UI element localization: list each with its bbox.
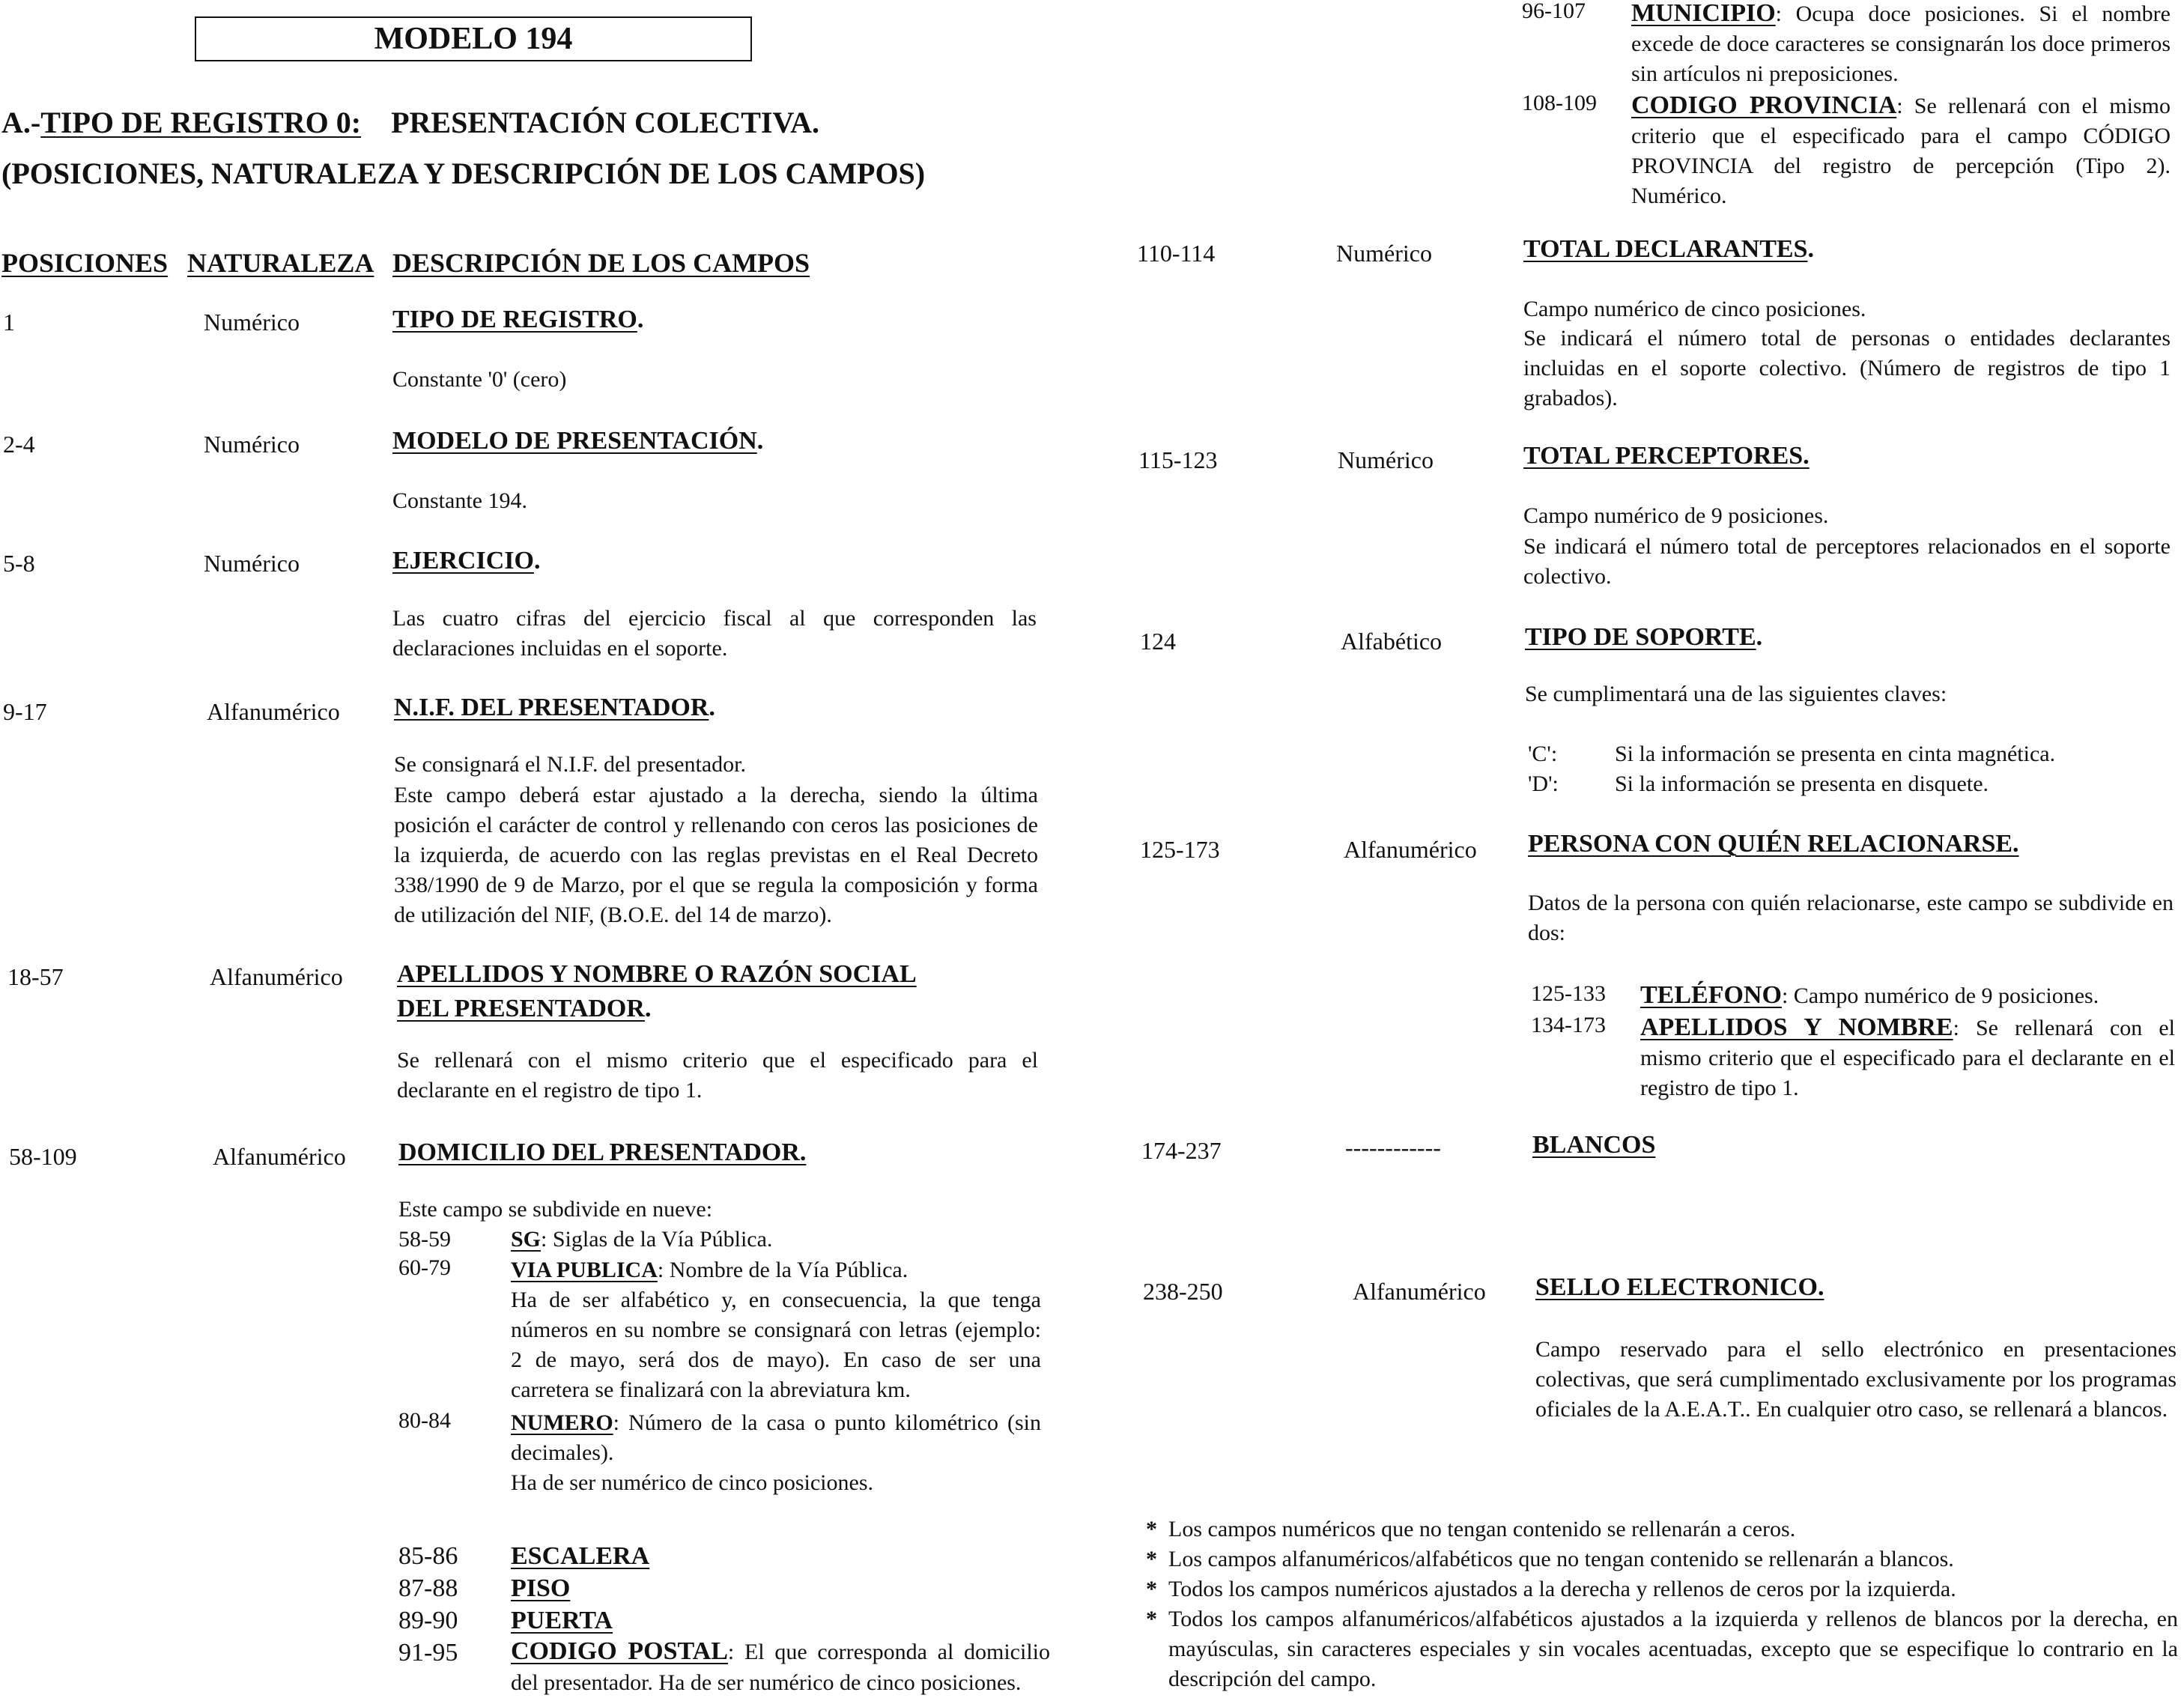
subfield-name: PISO (511, 1574, 571, 1602)
heading-type-desc: PRESENTACIÓN COLECTIVA. (391, 106, 820, 139)
field-position: 9-17 (3, 698, 47, 725)
field-position: 238-250 (1143, 1278, 1223, 1305)
subfield-name: PUERTA (511, 1607, 613, 1634)
subfield-position: 60-79 (398, 1255, 451, 1280)
field-description: Constante 194. (392, 488, 527, 513)
subfield-position: 91-95 (398, 1639, 458, 1667)
field-description: Este campo deberá estar ajustado a la derecha, siendo la última posición el carácter de control y rellenando con ceros las posiciones de la izquierda, de acuerdo con las reglas previstas en el Real Decreto 338/1990 de 9 de Marzo, por el que se regula la composición y forma de utilización del NIF, (B.O.E. del 14 de marzo). (394, 783, 1038, 927)
field-description: Campo numérico de 9 posiciones. (1523, 503, 1829, 528)
subfield-position: 108-109 (1522, 91, 1597, 115)
subfield-name: NUMERO (511, 1410, 613, 1435)
field-name: TIPO DE REGISTRO (392, 306, 637, 333)
field-position: 174-237 (1141, 1137, 1222, 1164)
subfield-position: 85-86 (398, 1542, 458, 1570)
note-item: Los campos numéricos que no tengan contenido se rellenarán a ceros. (1168, 1517, 1796, 1541)
note-item: Los campos alfanuméricos/alfabéticos que no tengan contenido se rellenarán a blancos. (1168, 1547, 1954, 1571)
field-description: Se cumplimentará una de las siguientes claves: (1525, 682, 1947, 706)
field-nature: Numérico (204, 550, 300, 577)
field-position: 110-114 (1137, 240, 1216, 267)
key-description: Si la información se presenta en disquete. (1615, 771, 1989, 796)
field-name: PERSONA CON QUIÉN RELACIONARSE. (1528, 830, 2019, 858)
field-name: TOTAL PERCEPTORES. (1523, 442, 1810, 470)
subfield-position: 89-90 (398, 1607, 458, 1634)
field-description: Campo reservado para el sello electrónico en presentaciones colectivas, que será cumplimentado exclusivamente por los programas oficiales de la A.E.A.T.. En cualquier otro caso, se rellenará a blancos. (1535, 1337, 2177, 1422)
subfield-position: 96-107 (1522, 0, 1586, 23)
field-description: Campo numérico de cinco posiciones. (1523, 297, 1866, 321)
heading-subtitle: (POSICIONES, NATURALEZA Y DESCRIPCIÓN DE LOS CAMPOS) (1, 157, 926, 190)
field-description: Se indicará el número total de personas o entidades declarantes incluidas en el soporte colectivo. (Número de registros de tipo 1 grabados). (1523, 326, 2171, 410)
subfield-name: ESCALERA (511, 1542, 650, 1570)
field-position: 115-123 (1138, 446, 1218, 473)
general-notes: * Los campos numéricos que no tengan contenido se rellenarán a ceros. * Los campos alfanuméricos/alfabéticos que no tengan contenido se rellenarán a blancos. * Todos los campos numéricos ajustados a la derecha y rellenos de ceros por la izquierda. * Todos los campos alfanuméricos/alfabéticos ajustados a la izquierda y rellenos de blancos por la derecha, en mayúsculas, sin caracteres especiales y sin vocales acentuadas, excepto que se especifique lo contrario en la descripción del campo. (1146, 1514, 2178, 1694)
key-code: 'D': (1528, 771, 1559, 796)
key-description: Si la información se presenta en cinta magnética. (1615, 742, 2056, 766)
subfield-position: 87-88 (398, 1574, 458, 1602)
subfield-name: MUNICIPIO (1631, 0, 1776, 27)
subfield-position: 58-59 (398, 1227, 451, 1252)
subfield-name: APELLIDOS Y NOMBRE (1640, 1013, 1953, 1041)
field-name: EJERCICIO (392, 547, 534, 574)
heading-type-label: TIPO DE REGISTRO 0: (40, 106, 362, 139)
field-description: Las cuatro cifras del ejercicio fiscal al que corresponden las declaraciones incluidas en el soporte. (392, 606, 1037, 661)
field-name-cont: DEL PRESENTADOR (397, 995, 645, 1022)
field-position: 58-109 (9, 1143, 77, 1170)
subfield-name: SG (511, 1227, 542, 1252)
field-position: 125-173 (1140, 836, 1220, 863)
field-position: 2-4 (3, 431, 35, 458)
field-position: 124 (1140, 628, 1176, 655)
field-description: Constante '0' (cero) (392, 367, 567, 392)
field-nature: Alfabético (1341, 628, 1443, 655)
field-nature: Alfanumérico (213, 1143, 346, 1170)
document-title: MODELO 194 (195, 16, 752, 61)
field-nature: Numérico (204, 431, 300, 458)
field-name: APELLIDOS Y NOMBRE O RAZÓN SOCIAL (397, 960, 917, 988)
heading-prefix: A.- (1, 106, 41, 139)
col-header-nature: NATURALEZA (187, 248, 374, 278)
field-name: MODELO DE PRESENTACIÓN (392, 427, 757, 455)
field-nature: ------------ (1345, 1134, 1441, 1161)
field-description: Se rellenará con el mismo criterio que el especificado para el declarante en el registro de tipo 1. (397, 1048, 1038, 1103)
field-name: TOTAL DECLARANTES (1523, 235, 1808, 263)
note-item: Todos los campos alfanuméricos/alfabéticos ajustados a la izquierda y rellenos de blancos por la derecha, en mayúsculas, sin caracteres especiales y sin vocales acentuadas, excepto que se especifique lo contrario en la descripción del campo. (1168, 1607, 2178, 1691)
subfield-name: CODIGO POSTAL (511, 1637, 728, 1665)
field-name: BLANCOS (1532, 1131, 1656, 1159)
subfield-name: CODIGO PROVINCIA (1631, 91, 1897, 119)
subfield-position: 125-133 (1531, 981, 1606, 1006)
subfield-name: VIA PUBLICA (511, 1258, 658, 1282)
field-name: TIPO DE SOPORTE (1525, 623, 1756, 651)
field-nature: Alfanumérico (1344, 836, 1477, 863)
field-nature: Numérico (1338, 446, 1434, 473)
field-description: Se consignará el N.I.F. del presentador. (394, 752, 746, 777)
subfield-description: Ha de ser numérico de cinco posiciones. (511, 1470, 873, 1495)
field-name: N.I.F. DEL PRESENTADOR (394, 694, 709, 721)
field-nature: Alfanumérico (210, 963, 343, 990)
note-item: Todos los campos numéricos ajustados a la derecha y rellenos de ceros por la izquierda. (1168, 1577, 1956, 1601)
col-header-positions: POSICIONES (1, 248, 169, 278)
key-code: 'C': (1528, 742, 1558, 766)
field-position: 5-8 (3, 550, 35, 577)
col-header-description: DESCRIPCIÓN DE LOS CAMPOS (392, 248, 810, 278)
subfield-description: Ha de ser alfabético y, en consecuencia, la que tenga números en su nombre se consignará con letras (ejemplo: 2 de mayo, será dos de mayo). En caso de ser una carretera se finalizará con la abreviatura km. (511, 1288, 1041, 1402)
field-nature: Numérico (1336, 240, 1432, 267)
subfield-name: TELÉFONO (1640, 981, 1782, 1009)
field-position: 1 (3, 309, 15, 336)
field-nature: Alfanumérico (1353, 1278, 1486, 1305)
field-description: Se indicará el número total de perceptores relacionados en el soporte colectivo. (1523, 534, 2171, 589)
subfield-position: 80-84 (398, 1408, 451, 1433)
field-description: Este campo se subdivide en nueve: (398, 1197, 713, 1222)
field-name: SELLO ELECTRONICO. (1535, 1273, 1824, 1301)
field-description: Datos de la persona con quién relacionarse, este campo se subdivide en dos: (1528, 891, 2174, 945)
record-type-heading (1, 105, 819, 140)
field-nature: Alfanumérico (207, 698, 340, 725)
field-nature: Numérico (204, 309, 300, 336)
field-name: DOMICILIO DEL PRESENTADOR. (398, 1138, 807, 1166)
subfield-position: 134-173 (1531, 1013, 1606, 1037)
field-position: 18-57 (7, 963, 64, 990)
